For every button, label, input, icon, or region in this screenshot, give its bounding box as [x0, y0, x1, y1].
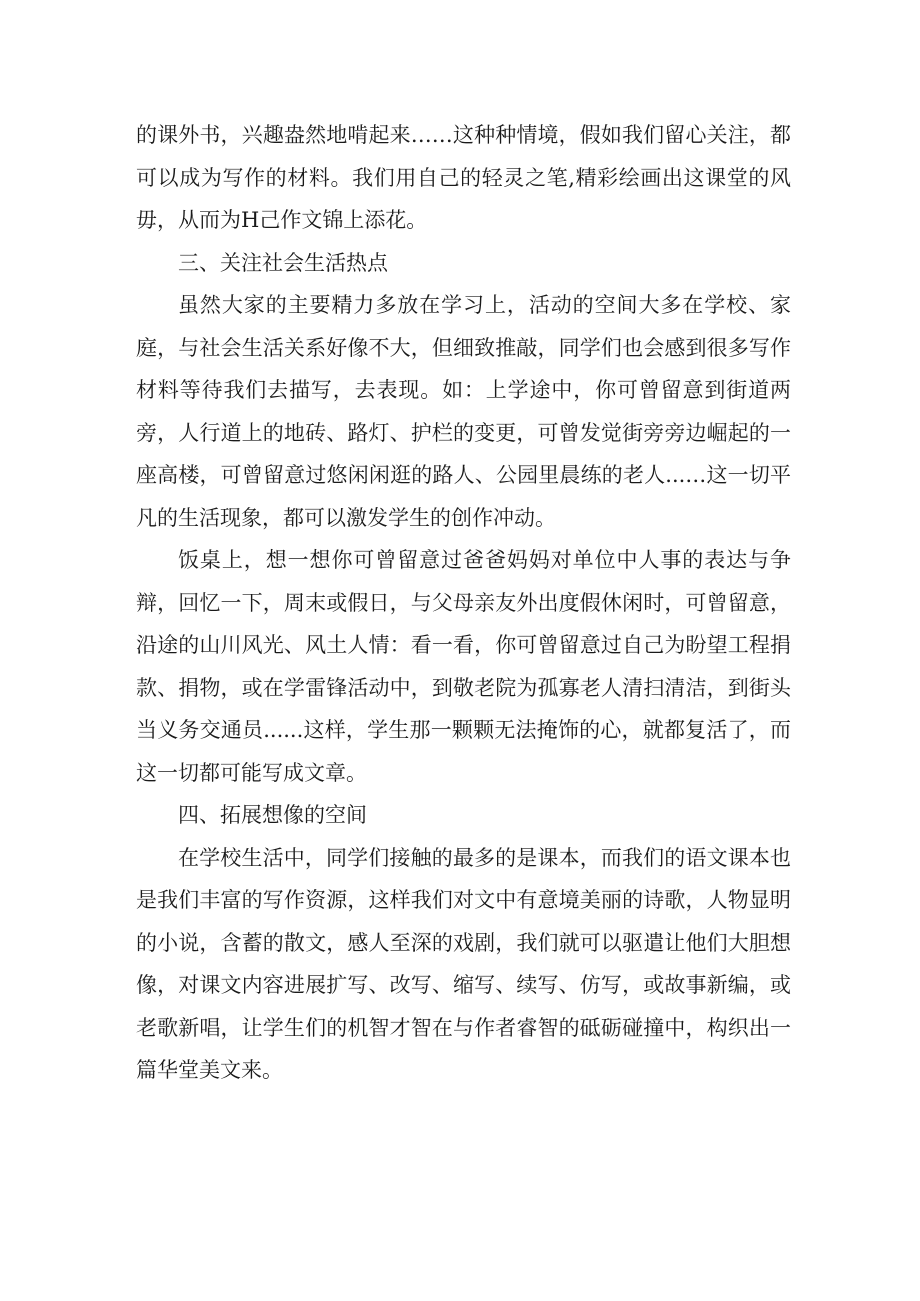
section-heading-4: 四、拓展想像的空间 [178, 803, 367, 827]
paragraph-3: 饭桌上，想一想你可曾留意过爸爸妈妈对单位中人事的表达与争辩，回忆一下，周末或假日，与父母亲友外出度假休闲时，可曾留意，沿途的山川风光、风土人情：看一看，你可曾留意过自己为盼望工程捐款、捐物，或在学雷锋活动中，到敬老院为孤寡老人清扫清洁，到街头当义务交通员......这样，学生那一颗颗无法掩饰的心，就都复活了，而这一切都可能写成文章。 [136, 548, 791, 785]
paragraph-1: 的课外书，兴趣盎然地啃起来……这种种情境，假如我们留心关注，都可以成为写作的材料。我们用自己的轻灵之笔,精彩绘画出这课堂的风毋，从而为H己作文锦上添花。 [136, 123, 791, 232]
paragraph-4: 在学校生活中，同学们接触的最多的是课本，而我们的语文课本也是我们丰富的写作资源，这样我们对文中有意境美丽的诗歌，人物显明的小说，含蓄的散文，感人至深的戏剧，我们就可以驱遣让他们大胆想像，对课文内容进展扩写、改写、缩写、续写、仿写，或故事新编，或老歌新唱，让学生们的机智才智在与作者睿智的砥砺碰撞中，构织出一篇华堂美文来。 [136, 845, 791, 1082]
document-body [136, 114, 791, 1092]
paragraph-2: 虽然大家的主要精力多放在学习上，活动的空间大多在学校、家庭，与社会生活关系好像不大，但细致推敲，同学们也会感到很多写作材料等待我们去描写，去表现。如：上学途中，你可曾留意到街道两旁，人行道上的地砖、路灯、护栏的变更，可曾发觉街旁旁边崛起的一座高楼，可曾留意过悠闲闲逛的路人、公园里晨练的老人...…这一切平凡的生活现象，都可以激发学生的创作冲动。 [136, 293, 791, 530]
section-heading-3: 三、关注社会生活热点 [178, 250, 388, 275]
